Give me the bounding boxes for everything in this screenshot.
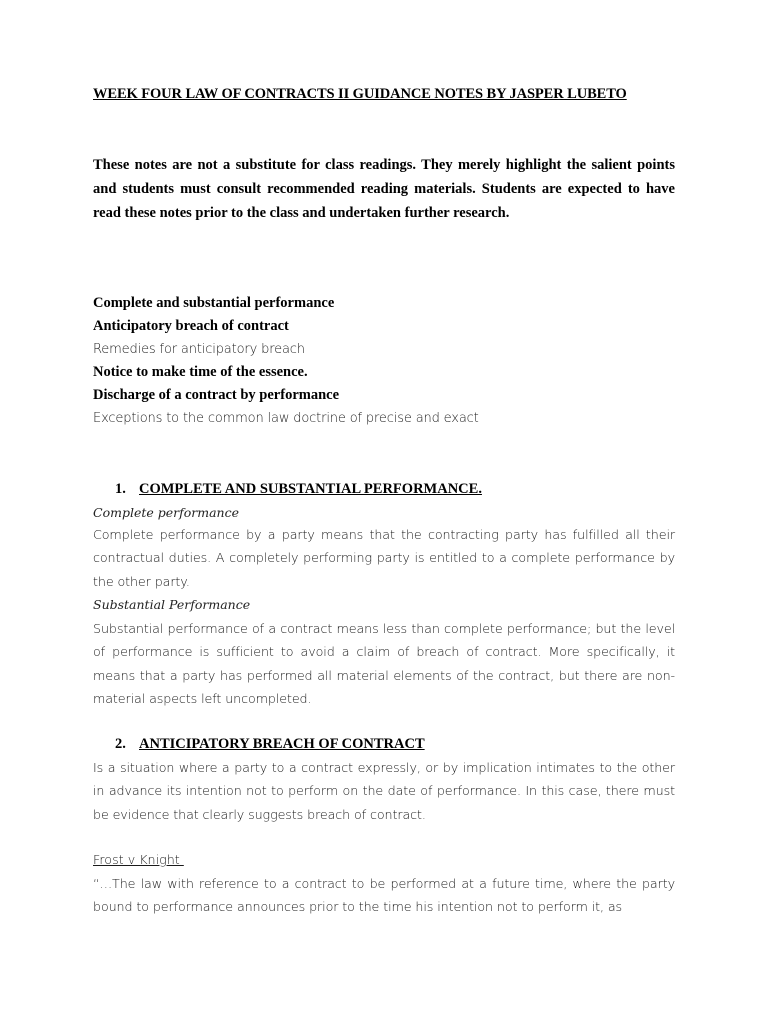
section-1-heading	[115, 481, 482, 498]
topic-item: Complete and substantial performance	[93, 295, 335, 311]
document-page	[93, 0, 675, 1024]
topic-item: Notice to make time of the essence.	[93, 364, 308, 380]
topic-item: Discharge of a contract by performance	[93, 387, 340, 403]
complete-performance-paragraph: Complete performance by a party means that the contracting party has fulfilled all their contractual duties. A completely performing party is entitled to a complete performance by the other party.	[93, 527, 675, 589]
topic-item: Exceptions to the common law doctrine of precise and exact	[93, 411, 479, 426]
section-number: 1.	[115, 481, 126, 497]
case-name: Frost v Knight	[93, 852, 184, 867]
section-2-heading	[115, 736, 425, 753]
section-title: ANTICIPATORY BREACH OF CONTRACT	[139, 736, 425, 752]
document-title: WEEK FOUR LAW OF CONTRACTS II GUIDANCE NOTES BY JASPER LUBETO	[93, 86, 627, 102]
intro-paragraph: These notes are not a substitute for class readings. They merely highlight the salient points and students must consult recommended reading materials. Students are expected to have read these notes prior to the class and undertaken further research.	[93, 157, 675, 221]
topic-item: Remedies for anticipatory breach	[93, 342, 305, 357]
section-title: COMPLETE AND SUBSTANTIAL PERFORMANCE.	[139, 481, 482, 497]
substantial-performance-paragraph: Substantial performance of a contract means less than complete performance; but the level of performance is sufficient to avoid a claim of breach of contract. More specifically, it means that a party has performed all material elements of the contract, but there are non-material aspects left uncompleted.	[93, 621, 675, 706]
topics-list	[93, 292, 675, 430]
section-number: 2.	[115, 736, 126, 752]
substantial-performance-subheading: Substantial Performance	[93, 597, 251, 612]
case-quote-paragraph: “…The law with reference to a contract to be performed at a future time, where the party bound to performance announces prior to the time his intention not to perform it, as	[93, 876, 675, 915]
complete-performance-subheading: Complete performance	[93, 505, 239, 520]
anticipatory-breach-paragraph: Is a situation where a party to a contract expressly, or by implication intimates to the other in advance its intention not to perform on the date of performance. In this case, there must be evidence that clearly suggests breach of contract.	[93, 760, 675, 822]
topic-item: Anticipatory breach of contract	[93, 318, 289, 334]
